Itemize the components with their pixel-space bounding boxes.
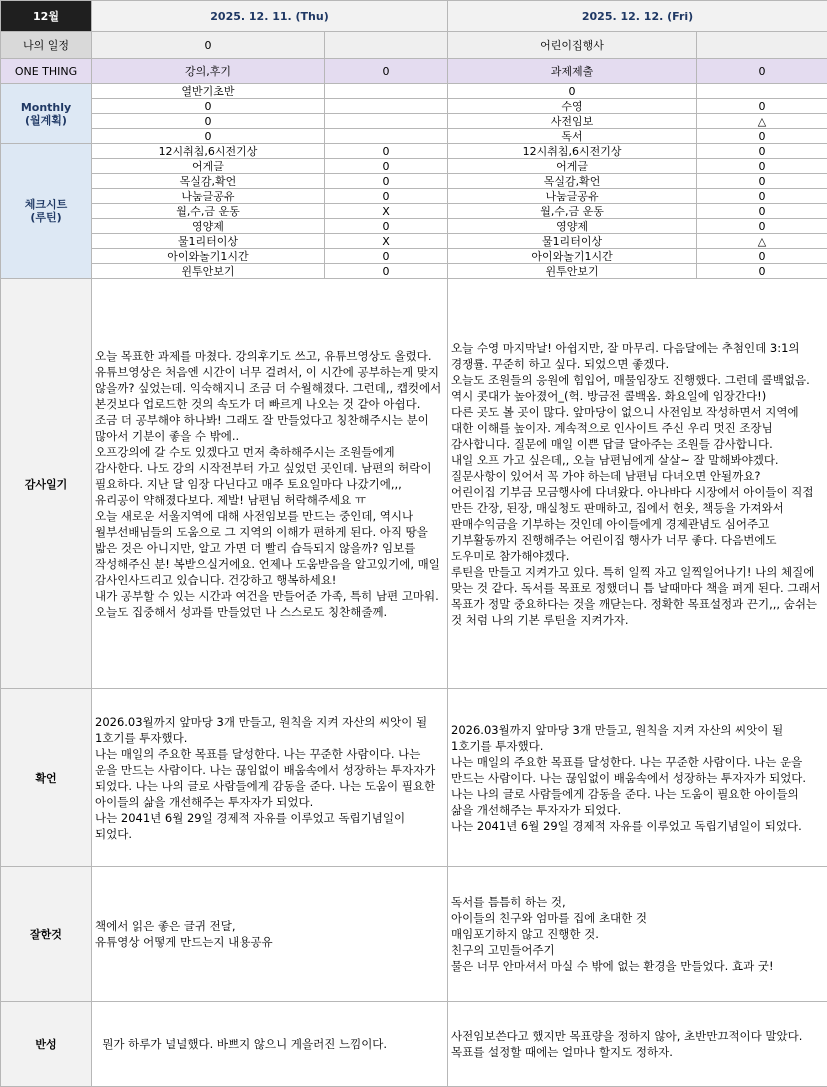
monthly-day2-text[interactable]: 독서: [448, 129, 697, 144]
checklist-day1-mark[interactable]: X: [325, 204, 448, 219]
gratitude-label: 감사일기: [1, 279, 92, 689]
affirmation-paragraph: 나는 2041년 6월 29일 경제적 자유를 이루었고 독립기념일이 되었다.: [451, 818, 802, 833]
checklist-day2-mark[interactable]: 0: [697, 174, 827, 189]
checklist-day1-task[interactable]: 나눔글공유: [92, 189, 325, 204]
affirmation-paragraph: 나는 매일의 주요한 목표를 달성한다. 나는 꾸준한 사람이다. 나는 운을 만드는 사람이다. 나는 끊임없이 배움속에서 성장하는 투자자가 되었다. 나는 나의 글로 사람들에게 감동을 준다. 나는 도움이 필요한 아이들의 삶을 개선해주는 투자자가 되었다.: [95, 746, 436, 809]
gratitude-paragraph: 오늘 수영 마지막날! 아쉽지만, 잘 마무리. 다음달에는 추첨인데 3:1의 경쟁률. 꾸준히 하고 싶다. 되었으면 좋겠다.: [451, 340, 800, 371]
well-done-line: 매임포기하지 않고 진행한 것.: [451, 927, 599, 941]
gratitude-paragraph: 루틴을 만들고 지켜가고 있다. 특히 일찍 자고 일찍일어나기! 나의 체질에 맞는 것 같다. 독서를 목표로 정했더니 틈 날때마다 책을 펴게 된다. 그래서 목표가 정말 중요하다는 것을 깨닫는다. 정확한 목표설정과 끈기,,, 숨쉬는 것 처럼 나의 기본 루틴을 지켜가자.: [451, 564, 821, 627]
checklist-day2-task[interactable]: 윈투안보기: [448, 264, 697, 279]
checklist-day2-task[interactable]: 나눔글공유: [448, 189, 697, 204]
monthly-day2-mark[interactable]: 0: [697, 129, 827, 144]
checklist-label-line2: (루틴): [30, 211, 62, 224]
monthly-day1-mark[interactable]: [325, 84, 448, 99]
well-done-day2[interactable]: [448, 867, 827, 1002]
monthly-day1-text[interactable]: 열반기초반: [92, 84, 325, 99]
reflection-day1[interactable]: [92, 1002, 448, 1087]
well-done-day1[interactable]: [92, 867, 448, 1002]
well-done-label: 잘한것: [1, 867, 92, 1002]
one-thing-row: [1, 59, 827, 84]
affirmation-day1[interactable]: [92, 689, 448, 867]
checklist-day2-mark[interactable]: 0: [697, 144, 827, 159]
gratitude-paragraph: 어린이집 기부금 모금행사에 다녀왔다. 아나바다 시장에서 아이들이 직접 만든 간장, 된장, 매실청도 판매하고, 집에서 헌옷, 책등을 가져와서 판매수익금을 기부하는 것인데 아이들에게 경제관념도 심어주고 기부활동까지 진행해주는 어린이집 행사가 너무 좋다. 다음번에도 도우미로 참가해야겠다.: [451, 484, 814, 563]
monthly-row: [1, 99, 827, 114]
affirmation-paragraph: 나는 2041년 6월 29일 경제적 자유를 이루었고 독립기념일이 되었다.: [95, 810, 406, 841]
monthly-day2-mark[interactable]: 0: [697, 99, 827, 114]
month-cell[interactable]: 12월: [1, 1, 92, 32]
checklist-row: [1, 264, 827, 279]
checklist-day2-task[interactable]: 영양제: [448, 219, 697, 234]
well-done-line: 아이들의 친구와 엄마를 집에 초대한 것: [451, 911, 648, 925]
checklist-row: [1, 219, 827, 234]
monthly-row: [1, 114, 827, 129]
gratitude-paragraph: 다른 곳도 볼 곳이 많다. 앞마당이 없으니 사전임보 작성하면서 지역에 대한 이해를 높이자. 계속적으로 인사이트 주신 우리 멋진 조장님 감사합니다. 질문에 매일 이쁜 답글 달아주는 조원들 감사합니다.: [451, 404, 799, 451]
one-thing-day1-mark[interactable]: 0: [325, 59, 448, 84]
reflection-line: 목표를 설정할 때에는 얼마나 할지도 정하자.: [451, 1045, 673, 1059]
schedule-row: [1, 32, 827, 59]
reflection-day2[interactable]: [448, 1002, 827, 1087]
well-done-line: 유튜영상 어떻게 만드는지 내용공유: [95, 935, 273, 949]
monthly-day2-mark[interactable]: [697, 84, 827, 99]
monthly-day2-mark[interactable]: △: [697, 114, 827, 129]
well-done-line: 책에서 읽은 좋은 글귀 전달,: [95, 919, 236, 933]
monthly-row: [1, 84, 827, 99]
gratitude-row: [1, 279, 827, 689]
monthly-label-line1: Monthly: [20, 100, 72, 114]
checklist-day1-mark[interactable]: 0: [325, 144, 448, 159]
gratitude-paragraph: 내일 오프 가고 싶은데,, 오늘 남편님에게 살살~ 잘 말해봐야겠다. 질문사항이 있어서 꼭 가야 하는데 남편님 다녀오면 안될까요?: [451, 452, 779, 483]
monthly-day1-mark[interactable]: [325, 129, 448, 144]
checklist-row: [1, 144, 827, 159]
checklist-day2-mark[interactable]: 0: [697, 249, 827, 264]
affirmation-paragraph: 나는 매일의 주요한 목표를 달성한다. 나는 꾸준한 사람이다. 나는 운을 만드는 사람이다. 나는 끊임없이 배움속에서 성장하는 투자자가 되었다. 나는 나의 글로 사람들에게 감동을 준다. 나는 도움이 필요한 아이들의 삶을 개선해주는 투자자가 되었다.: [451, 754, 807, 817]
date-header-day1[interactable]: 2025. 12. 11. (Thu): [92, 1, 448, 32]
checklist-day1-task[interactable]: 영양제: [92, 219, 325, 234]
checklist-day2-task[interactable]: 물1리터이상: [448, 234, 697, 249]
schedule-day2-mark[interactable]: [697, 32, 827, 59]
one-thing-day2-mark[interactable]: 0: [697, 59, 827, 84]
checklist-day1-mark[interactable]: 0: [325, 189, 448, 204]
affirmation-paragraph: 2026.03월까지 앞마당 3개 만들고, 원칙을 지켜 자산의 씨앗이 될 1호기를 투자했다.: [95, 714, 428, 745]
checklist-day2-mark[interactable]: 0: [697, 264, 827, 279]
monthly-day1-text[interactable]: 0: [92, 114, 325, 129]
gratitude-paragraph: 오늘 목표한 과제를 마쳤다. 강의후기도 쓰고, 유튜브영상도 올렸다. 유튜브영상은 처음엔 시간이 너무 걸려서, 이 시간에 공부하는게 맞지 않을까? 싶었는데. 익숙해지니 조금 더 수월해졌다. 그런데,, 캡컷에서 본것보다 업로드한 것의 속도가 더 빠르게 나오는 것 같아 아쉽다. 조금 더 공부해야 하나봐! 그래도 잘 만들었다고 칭찬해주시는 분이 많아서 기분이 좋을 수 밖에..: [95, 348, 442, 443]
affirmation-row: [1, 689, 827, 867]
checklist-day2-mark[interactable]: 0: [697, 189, 827, 204]
gratitude-paragraph: 오프강의에 갈 수도 있겠다고 먼저 축하해주시는 조원들에게 감사한다. 나도 강의 시작전부터 가고 싶었던 곳인데. 남편의 허락이 필요하다. 지난 달 임장 다닌다고 매주 토요일마다 나갔기에,,, 유리공이 약해졌다보다. 제발! 남편님 허락해주세요 ㅠ: [95, 444, 432, 507]
reflection-row: [1, 1002, 827, 1087]
checklist-day2-mark[interactable]: 0: [697, 159, 827, 174]
monthly-day2-text[interactable]: 0: [448, 84, 697, 99]
monthly-day1-text[interactable]: 0: [92, 99, 325, 114]
reflection-label: 반성: [1, 1002, 92, 1087]
one-thing-day1-text[interactable]: 강의,후기: [92, 59, 325, 84]
checklist-row: [1, 249, 827, 264]
checklist-day2-task[interactable]: 목실감,확언: [448, 174, 697, 189]
checklist-day2-task[interactable]: 월,수,금 운동: [448, 204, 697, 219]
gratitude-paragraph: 오늘도 집중해서 성과를 만들었던 나 스스로도 칭찬해줄께.: [95, 604, 388, 619]
well-done-line: 물은 너무 안마셔서 마실 수 밖에 없는 환경을 만들었다. 효과 굿!: [451, 959, 774, 973]
checklist-day1-task[interactable]: 물1리터이상: [92, 234, 325, 249]
one-thing-label: ONE THING: [1, 59, 92, 84]
affirmation-label: 확언: [1, 689, 92, 867]
checklist-label: [1, 144, 92, 279]
monthly-label-line2: (월계획): [25, 113, 67, 127]
checklist-day1-task[interactable]: 어게글: [92, 159, 325, 174]
checklist-day1-task[interactable]: 월,수,금 운동: [92, 204, 325, 219]
gratitude-paragraph: 내가 공부할 수 있는 시간과 여건을 만들어준 가족, 특히 남편 고마워.: [95, 588, 439, 603]
checklist-row: [1, 204, 827, 219]
checklist-day2-task[interactable]: 12시취침,6시전기상: [448, 144, 697, 159]
gratitude-day2[interactable]: [448, 279, 827, 689]
one-thing-day2-text[interactable]: 과제제출: [448, 59, 697, 84]
date-header-day2[interactable]: 2025. 12. 12. (Fri): [448, 1, 827, 32]
checklist-label-line1: 체크시트: [24, 198, 68, 211]
monthly-day1-mark[interactable]: [325, 114, 448, 129]
checklist-day1-mark[interactable]: 0: [325, 264, 448, 279]
checklist-day1-mark[interactable]: 0: [325, 249, 448, 264]
checklist-day1-task[interactable]: 아이와놀기1시간: [92, 249, 325, 264]
affirmation-day2[interactable]: [448, 689, 827, 867]
reflection-line: 뭔가 하루가 널널했다. 바쁘지 않으니 게을러진 느낌이다.: [95, 1037, 388, 1051]
gratitude-paragraph: 오늘 새로운 서울지역에 대해 사전임보를 만드는 중인데, 역시나 월부선배님들의 도움으로 그 지역의 이해가 편하게 된다. 아직 땅을 밟은 것은 아니지만, 알고 가면 더 빨리 습득되지 않을까? 임보를 작성해주신 분! 복받으실거에요. 언제나 도움받음을 알고있기에, 매일 감사인사드리고 있습니다. 건강하고 행복하세요!: [95, 508, 440, 587]
checklist-row: [1, 159, 827, 174]
monthly-day2-text[interactable]: 사전임보: [448, 114, 697, 129]
checklist-day1-mark[interactable]: 0: [325, 159, 448, 174]
checklist-day1-mark[interactable]: 0: [325, 174, 448, 189]
checklist-day2-mark[interactable]: 0: [697, 219, 827, 234]
gratitude-paragraph: 오늘도 조원들의 응원에 힘입어, 매물임장도 진행했다. 그런데 콜백없음. 역시 콧대가 높아졌어_(헉. 방금전 콜백옴. 화요일에 임장간다!): [451, 372, 810, 403]
checklist-row: [1, 189, 827, 204]
checklist-day1-mark[interactable]: X: [325, 234, 448, 249]
monthly-day1-text[interactable]: 0: [92, 129, 325, 144]
affirmation-paragraph: 2026.03월까지 앞마당 3개 만들고, 원칙을 지켜 자산의 씨앗이 될 1호기를 투자했다.: [451, 722, 784, 753]
well-done-line: 독서를 틈틈히 하는 것,: [451, 895, 566, 909]
header-row: [1, 1, 827, 32]
schedule-day1-text[interactable]: 0: [92, 32, 325, 59]
checklist-day2-task[interactable]: 어게글: [448, 159, 697, 174]
checklist-day1-task[interactable]: 윈투안보기: [92, 264, 325, 279]
checklist-row: [1, 234, 827, 249]
monthly-day1-mark[interactable]: [325, 99, 448, 114]
checklist-day1-task[interactable]: 목실감,확언: [92, 174, 325, 189]
monthly-day2-text[interactable]: 수영: [448, 99, 697, 114]
checklist-row: [1, 174, 827, 189]
monthly-row: [1, 129, 827, 144]
well-done-line: 친구의 고민들어주기: [451, 943, 555, 957]
checklist-day2-mark[interactable]: △: [697, 234, 827, 249]
well-done-row: [1, 867, 827, 1002]
reflection-line: 사전임보쓴다고 했지만 목표량을 정하지 않아, 초반만끄적이다 말았다.: [451, 1029, 803, 1043]
monthly-label: [1, 84, 92, 144]
checklist-day1-task[interactable]: 12시취침,6시전기상: [92, 144, 325, 159]
gratitude-day1[interactable]: [92, 279, 448, 689]
schedule-day2-text[interactable]: 어린이집행사: [448, 32, 697, 59]
schedule-day1-mark[interactable]: [325, 32, 448, 59]
schedule-label: 나의 일정: [1, 32, 92, 59]
checklist-day1-mark[interactable]: 0: [325, 219, 448, 234]
checklist-day2-mark[interactable]: 0: [697, 204, 827, 219]
checklist-day2-task[interactable]: 아이와놀기1시간: [448, 249, 697, 264]
